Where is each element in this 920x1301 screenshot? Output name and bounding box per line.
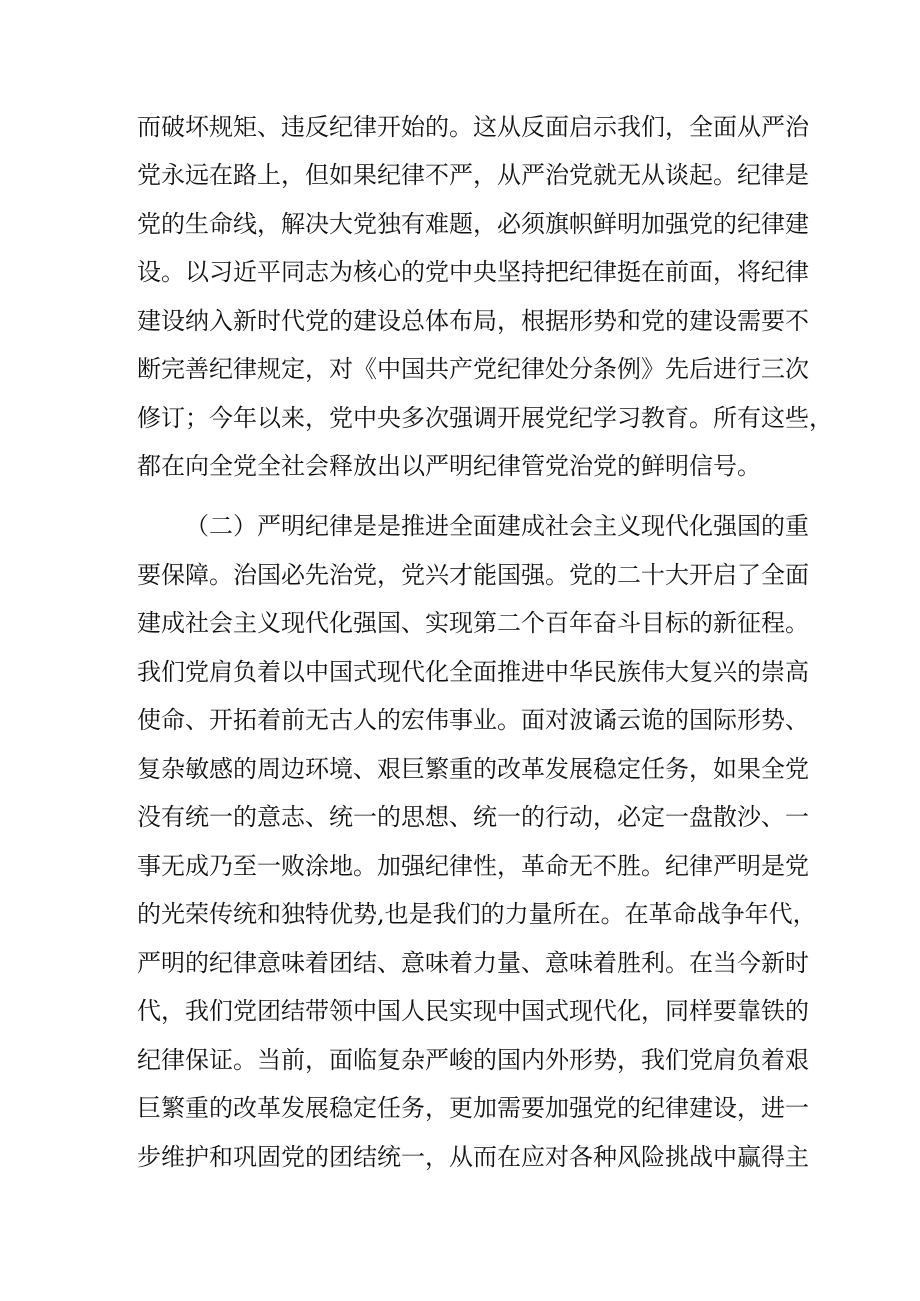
text-line: 修订；今年以来，党中央多次强调开展党纪学习教育。所有这些， [137,404,833,432]
text-line: 建设纳入新时代党的建设总体布局，根据形势和党的建设需要不 [137,307,809,335]
text-line: 纪律保证。当前，面临复杂严峻的国内外形势，我们党肩负着艰 [137,1046,809,1074]
text-line: 没有统一的意志、统一的思想、统一的行动，必定一盘散沙、一 [137,803,809,831]
text-line: 设。以习近平同志为核心的党中央坚持把纪律挺在前面，将纪律 [137,258,809,286]
text-line: 断完善纪律规定，对《中国共产党纪律处分条例》先后进行三次 [137,355,809,383]
text-line: 代，我们党团结带领中国人民实现中国式现代化，同样要靠铁的 [137,997,809,1025]
section-heading-line: （二）严明纪律是是推进全面建成社会主义现代化强国的重 [185,512,809,540]
text-line: 的光荣传统和独特优势,也是我们的力量所在。在革命战争年代， [137,900,817,928]
text-line: 事无成乃至一败涂地。加强纪律性，革命无不胜。纪律严明是党 [137,852,809,880]
text-line: 而破坏规矩、违反纪律开始的。这从反面启示我们，全面从严治 [137,113,809,141]
text-line: 我们党肩负着以中国式现代化全面推进中华民族伟大复兴的崇高 [137,658,809,686]
text-line: 严明的纪律意味着团结、意味着力量、意味着胜利。在当今新时 [137,949,809,977]
text-line: 都在向全党全社会释放出以严明纪律管党治党的鲜明信号。 [137,452,761,480]
text-line: 巨繁重的改革发展稳定任务，更加需要加强党的纪律建设，进一 [137,1094,809,1122]
text-line: 步维护和巩固党的团结统一，从而在应对各种风险挑战中赢得主 [137,1143,809,1171]
text-line: 复杂敏感的周边环境、艰巨繁重的改革发展稳定任务，如果全党 [137,755,809,783]
text-line: 党永远在路上，但如果纪律不严，从严治党就无从谈起。纪律是 [137,161,809,189]
text-line: 使命、开拓着前无古人的宏伟事业。面对波谲云诡的国际形势、 [137,706,809,734]
text-line: 建成社会主义现代化强国、实现第二个百年奋斗目标的新征程。 [137,609,809,637]
text-line: 党的生命线，解决大党独有难题，必须旗帜鲜明加强党的纪律建 [137,210,809,238]
text-line: 要保障。治国必先治党，党兴才能国强。党的二十大开启了全面 [137,561,809,589]
